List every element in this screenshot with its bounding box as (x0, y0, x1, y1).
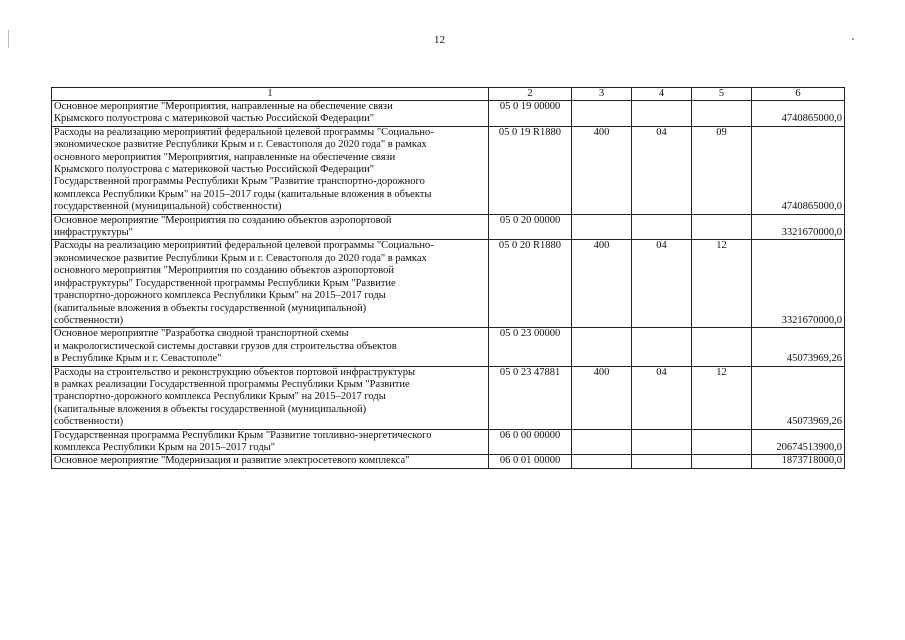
budget-table (51, 87, 845, 469)
subsection (692, 101, 752, 127)
section: 04 (632, 366, 692, 429)
column-header: 4 (632, 88, 692, 101)
subsection: 12 (692, 366, 752, 429)
margin-mark (8, 30, 9, 48)
column-header: 5 (692, 88, 752, 101)
amount: 3321670000,0 (752, 240, 845, 328)
table-body (52, 101, 845, 469)
description-line: (капитальные вложения в объекты государственной (муниципальной) (54, 403, 367, 415)
section (632, 455, 692, 468)
description-line: Основное мероприятие "Мероприятия, направленные на обеспечение связи (54, 101, 393, 112)
amount: 45073969,26 (752, 328, 845, 366)
description-line: Расходы на реализацию мероприятий федеральной целевой программы "Социально- (54, 240, 434, 252)
column-header: 2 (489, 88, 572, 101)
description-line: (капитальные вложения в объекты государственной (муниципальной) (54, 302, 367, 314)
description-line: в рамках реализации Государственной программы Республики Крым "Развитие (54, 378, 410, 390)
section (632, 214, 692, 240)
section (632, 328, 692, 366)
table-row (52, 455, 845, 468)
amount: 45073969,26 (752, 366, 845, 429)
budget-code: 05 0 20 00000 (489, 214, 572, 240)
amount: 4740865000,0 (752, 101, 845, 127)
description-line: Расходы на строительство и реконструкцию объектов портовой инфраструктуры (54, 366, 416, 378)
description-line: и макрологистической системы доставки грузов для строительства объектов (54, 340, 397, 352)
description-line: Основное мероприятие "Модернизация и развитие электросетевого комплекса" (54, 455, 410, 467)
row-description (52, 328, 489, 366)
budget-code: 05 0 20 R1880 (489, 240, 572, 328)
budget-code: 06 0 01 00000 (489, 455, 572, 468)
description-line: в Республике Крым и г. Севастополе" (54, 353, 222, 365)
subsection (692, 214, 752, 240)
row-description (52, 101, 489, 127)
description-line: инфраструктуры" (54, 227, 133, 239)
amount: 4740865000,0 (752, 126, 845, 214)
section (632, 101, 692, 127)
header-row (52, 88, 845, 101)
row-description (52, 126, 489, 214)
description-line: собственности) (54, 416, 124, 428)
expense-type (572, 101, 632, 127)
column-header: 3 (572, 88, 632, 101)
subsection (692, 429, 752, 455)
description-line: комплекса Республики Крым" на 2015–2017 годы (капитальные вложения в объекты (54, 188, 432, 200)
row-description (52, 429, 489, 455)
expense-type: 400 (572, 366, 632, 429)
row-description (52, 366, 489, 429)
expense-type: 400 (572, 126, 632, 214)
budget-code: 05 0 19 R1880 (489, 126, 572, 214)
subsection: 09 (692, 126, 752, 214)
row-description (52, 455, 489, 468)
subsection: 12 (692, 240, 752, 328)
expense-type (572, 455, 632, 468)
amount: 3321670000,0 (752, 214, 845, 240)
expense-type (572, 214, 632, 240)
description-line: Крымского полуострова с материковой частью Российской Федерации" (54, 113, 375, 125)
budget-code: 05 0 19 00000 (489, 101, 572, 127)
description-line: Крымского полуострова с материковой частью Российской Федерации" (54, 164, 375, 176)
table-row (52, 214, 845, 240)
amount: 20674513900,0 (752, 429, 845, 455)
description-line: Основное мероприятие "Разработка сводной транспортной схемы (54, 328, 349, 340)
description-line: экономическое развитие Республики Крым и г. Севастополя до 2020 года" в рамках (54, 139, 427, 151)
column-header: 1 (52, 88, 489, 101)
table-row (52, 429, 845, 455)
amount: 1873718000,0 (752, 455, 845, 468)
table-row (52, 366, 845, 429)
table-row (52, 101, 845, 127)
expense-type: 400 (572, 240, 632, 328)
description-line: Государственной программы Республики Крым "Развитие транспортно-дорожного (54, 176, 425, 188)
budget-code: 06 0 00 00000 (489, 429, 572, 455)
budget-code: 05 0 23 00000 (489, 328, 572, 366)
description-line: комплекса Республики Крым на 2015–2017 годы" (54, 441, 276, 453)
description-line: транспортно-дорожного комплекса Республики Крым" на 2015–2017 годы (54, 391, 386, 403)
row-description (52, 240, 489, 328)
expense-type (572, 328, 632, 366)
table-row (52, 240, 845, 328)
description-line: транспортно-дорожного комплекса Республики Крым" на 2015–2017 годы (54, 290, 386, 302)
description-line: Государственная программа Республики Крым "Развитие топливно-энергетического (54, 429, 432, 441)
subsection (692, 328, 752, 366)
description-line: Расходы на реализацию мероприятий федеральной целевой программы "Социально- (54, 126, 434, 138)
page-number: 12 (434, 34, 445, 46)
description-line: государственной (муниципальной) собственности) (54, 201, 282, 213)
section: 04 (632, 126, 692, 214)
row-description (52, 214, 489, 240)
description-line: собственности) (54, 314, 124, 326)
scan-speck (852, 38, 854, 40)
table-row (52, 126, 845, 214)
description-line: Основное мероприятие "Мероприятия по созданию объектов аэропортовой (54, 214, 392, 226)
budget-code: 05 0 23 47881 (489, 366, 572, 429)
section: 04 (632, 240, 692, 328)
subsection (692, 455, 752, 468)
description-line: основного мероприятия "Мероприятия по созданию объектов аэропортовой (54, 265, 395, 277)
table-row (52, 328, 845, 366)
description-line: инфраструктуры" Государственной программы Республики Крым "Развитие (54, 277, 396, 289)
description-line: основного мероприятия "Мероприятия, направленные на обеспечение связи (54, 151, 396, 163)
column-header: 6 (752, 88, 845, 101)
expense-type (572, 429, 632, 455)
section (632, 429, 692, 455)
description-line: экономическое развитие Республики Крым и г. Севастополя до 2020 года" в рамках (54, 252, 427, 264)
